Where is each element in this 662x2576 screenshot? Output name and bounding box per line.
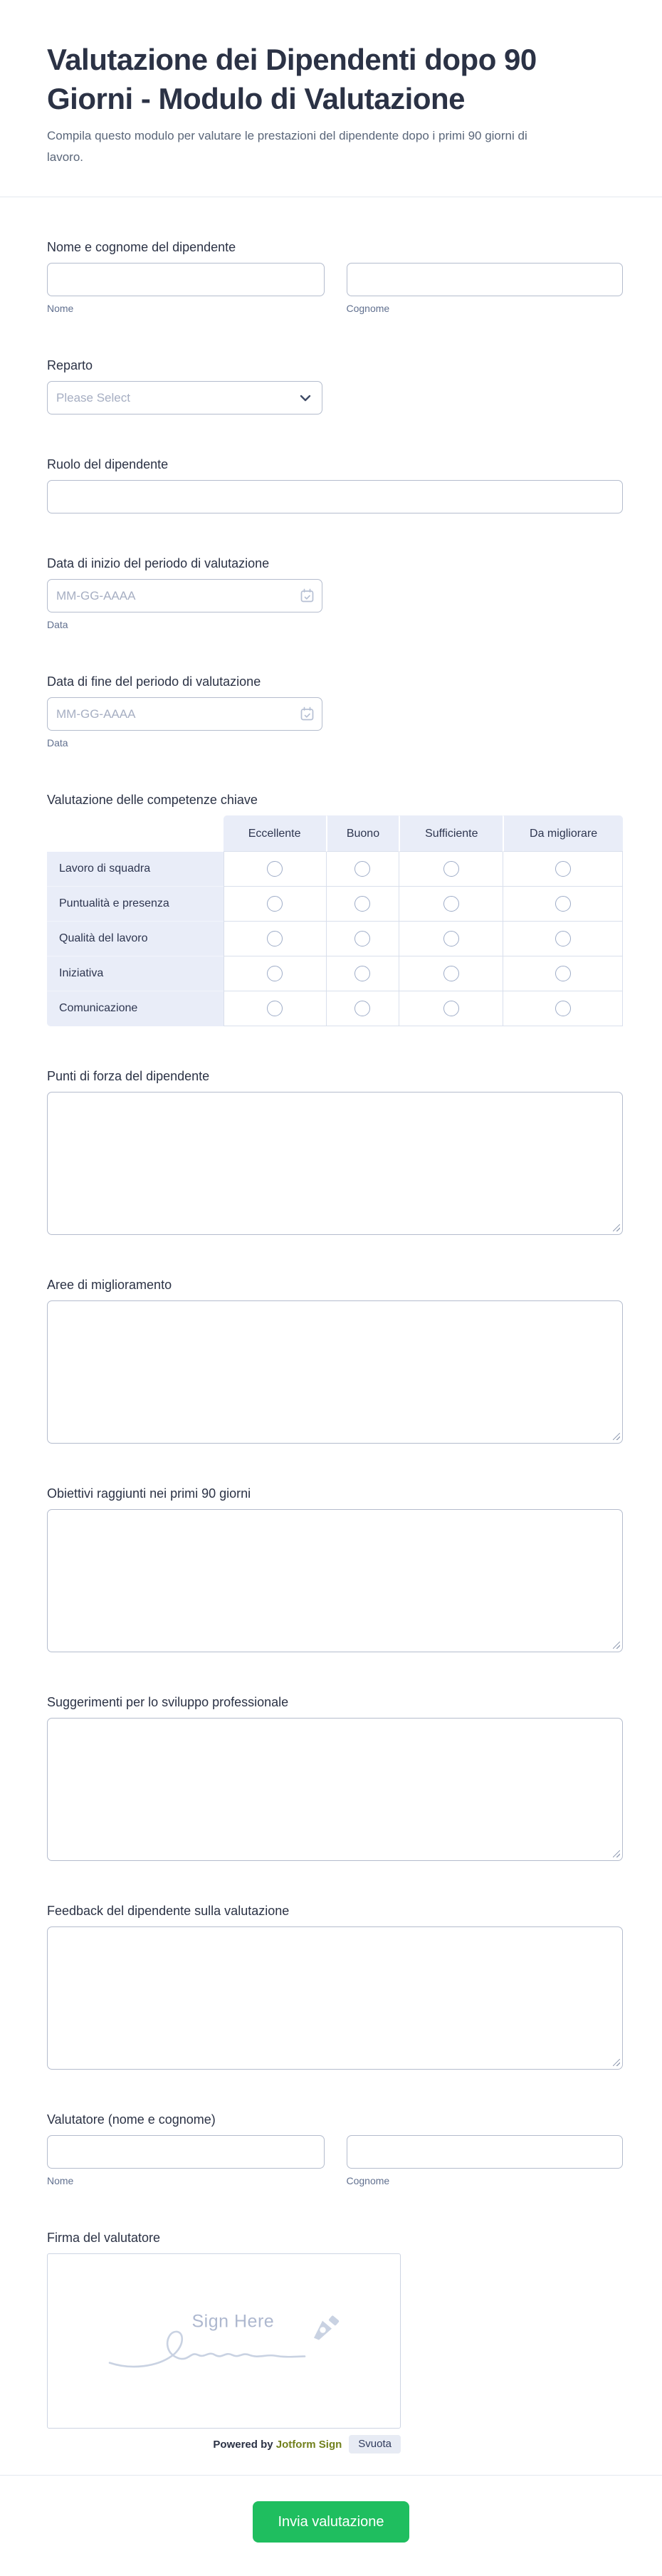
last-name-sublabel: Cognome [346,2175,390,2186]
signature-clear-button[interactable]: Svuota [349,2435,401,2454]
signature-pad[interactable] [47,2253,401,2429]
end-date-input[interactable] [47,697,322,731]
question-department [47,357,623,414]
employee-feedback-textarea[interactable] [47,1926,623,2070]
signature-squiggle-icon [107,2323,320,2373]
matrix-row [47,991,623,1026]
matrix-radio[interactable] [354,861,370,877]
pen-nib-icon [310,2315,342,2346]
question-label: Obiettivi raggiunti nei primi 90 giorni [47,1486,251,1501]
matrix-radio[interactable] [555,1001,571,1016]
matrix-radio[interactable] [443,861,459,877]
question-label: Data di fine del periodo di valutazione [47,674,261,689]
matrix-row [47,852,623,887]
question-signature [47,2229,623,2454]
evaluator-first-name-input[interactable] [47,2135,325,2169]
question-label: Feedback del dipendente sulla valutazione [47,1904,290,1918]
matrix-radio[interactable] [354,931,370,947]
employee-first-name-input[interactable] [47,263,325,296]
first-name-sublabel: Nome [47,303,74,314]
sign-here-label: Sign Here [191,2311,275,2332]
matrix-radio[interactable] [354,966,370,981]
matrix-radio[interactable] [354,1001,370,1016]
powered-by-label [213,2439,342,2451]
submit-button[interactable]: Invia valutazione [253,2501,409,2543]
textarea-wrap [47,1300,623,1444]
competency-matrix-table [47,815,623,1026]
department-select[interactable] [47,381,322,414]
development-suggestions-textarea[interactable] [47,1718,623,1861]
matrix-radio[interactable] [443,966,459,981]
question-label: Nome e cognome del dipendente [47,240,236,254]
date-sublabel: Data [47,737,68,749]
matrix-radio[interactable] [443,896,459,912]
matrix-radio[interactable] [555,896,571,912]
calendar-icon[interactable] [300,706,315,721]
form-header [0,0,662,168]
start-date-input[interactable] [47,579,322,612]
chevron-down-icon [300,394,311,402]
date-sublabel: Data [47,619,68,630]
question-end-date [47,673,623,750]
matrix-radio[interactable] [267,931,283,947]
question-strengths [47,1068,623,1235]
matrix-radio[interactable] [354,896,370,912]
evaluator-last-name-input[interactable] [347,2135,624,2169]
matrix-radio[interactable] [555,966,571,981]
question-goals [47,1485,623,1652]
select-placeholder: Please Select [56,390,130,405]
matrix-row-label: Iniziativa [47,956,224,991]
question-label: Valutatore (nome e cognome) [47,2112,216,2127]
goals-textarea[interactable] [47,1509,623,1652]
question-label: Reparto [47,358,93,372]
question-development-suggestions [47,1694,623,1861]
signature-placeholder-art [107,2299,342,2377]
employee-last-name-input[interactable] [347,263,624,296]
jotform-sign-brand: Jotform Sign [275,2438,342,2451]
calendar-icon[interactable] [300,588,315,603]
matrix-radio[interactable] [267,861,283,877]
matrix-radio[interactable] [267,966,283,981]
question-role [47,456,623,513]
matrix-row-label: Qualità del lavoro [47,922,224,956]
question-label: Aree di miglioramento [47,1278,172,1292]
matrix-column-header: Sufficiente [399,815,503,852]
matrix-row [47,922,623,956]
question-employee-name [47,239,623,316]
question-label: Suggerimenti per lo sviluppo professionale [47,1695,289,1709]
form-body [0,239,662,2454]
question-label: Valutazione delle competenze chiave [47,793,258,807]
role-input[interactable] [47,480,623,513]
question-label: Ruolo del dipendente [47,457,169,471]
matrix-corner-cell [47,815,224,852]
form-footer [0,2475,662,2576]
textarea-wrap [47,1509,623,1652]
question-label: Data di inizio del periodo di valutazione [47,556,270,570]
matrix-row [47,887,623,922]
matrix-radio[interactable] [443,1001,459,1016]
question-evaluator-name [47,2111,623,2188]
form-subtitle: Compila questo modulo per valutare le prestazioni del dipendente dopo i primi 90 giorni di lavoro. [47,129,527,164]
matrix-column-header: Da migliorare [503,815,623,852]
matrix-radio[interactable] [555,861,571,877]
question-label: Firma del valutatore [47,2231,161,2245]
question-start-date [47,555,623,632]
page-title: Valutazione dei Dipendenti dopo 90 Giorni - Modulo di Valutazione [47,43,537,115]
textarea-wrap [47,1926,623,2070]
question-improvement-areas [47,1276,623,1444]
signature-footer [47,2435,401,2454]
matrix-row [47,956,623,991]
improvement-areas-textarea[interactable] [47,1300,623,1444]
textarea-wrap [47,1092,623,1235]
matrix-row-label: Comunicazione [47,991,224,1026]
matrix-radio[interactable] [267,896,283,912]
matrix-row-label: Puntualità e presenza [47,887,224,922]
matrix-radio[interactable] [555,931,571,947]
textarea-wrap [47,1718,623,1861]
matrix-radio[interactable] [267,1001,283,1016]
question-competency-matrix [47,791,623,1026]
matrix-radio[interactable] [443,931,459,947]
powered-by-text: Powered by [213,2438,273,2451]
last-name-sublabel: Cognome [346,303,390,314]
question-label: Punti di forza del dipendente [47,1069,210,1083]
matrix-row-label: Lavoro di squadra [47,852,224,887]
first-name-sublabel: Nome [47,2175,74,2186]
strengths-textarea[interactable] [47,1092,623,1235]
matrix-column-header: Buono [326,815,399,852]
matrix-column-header: Eccellente [224,815,326,852]
question-employee-feedback [47,1902,623,2070]
